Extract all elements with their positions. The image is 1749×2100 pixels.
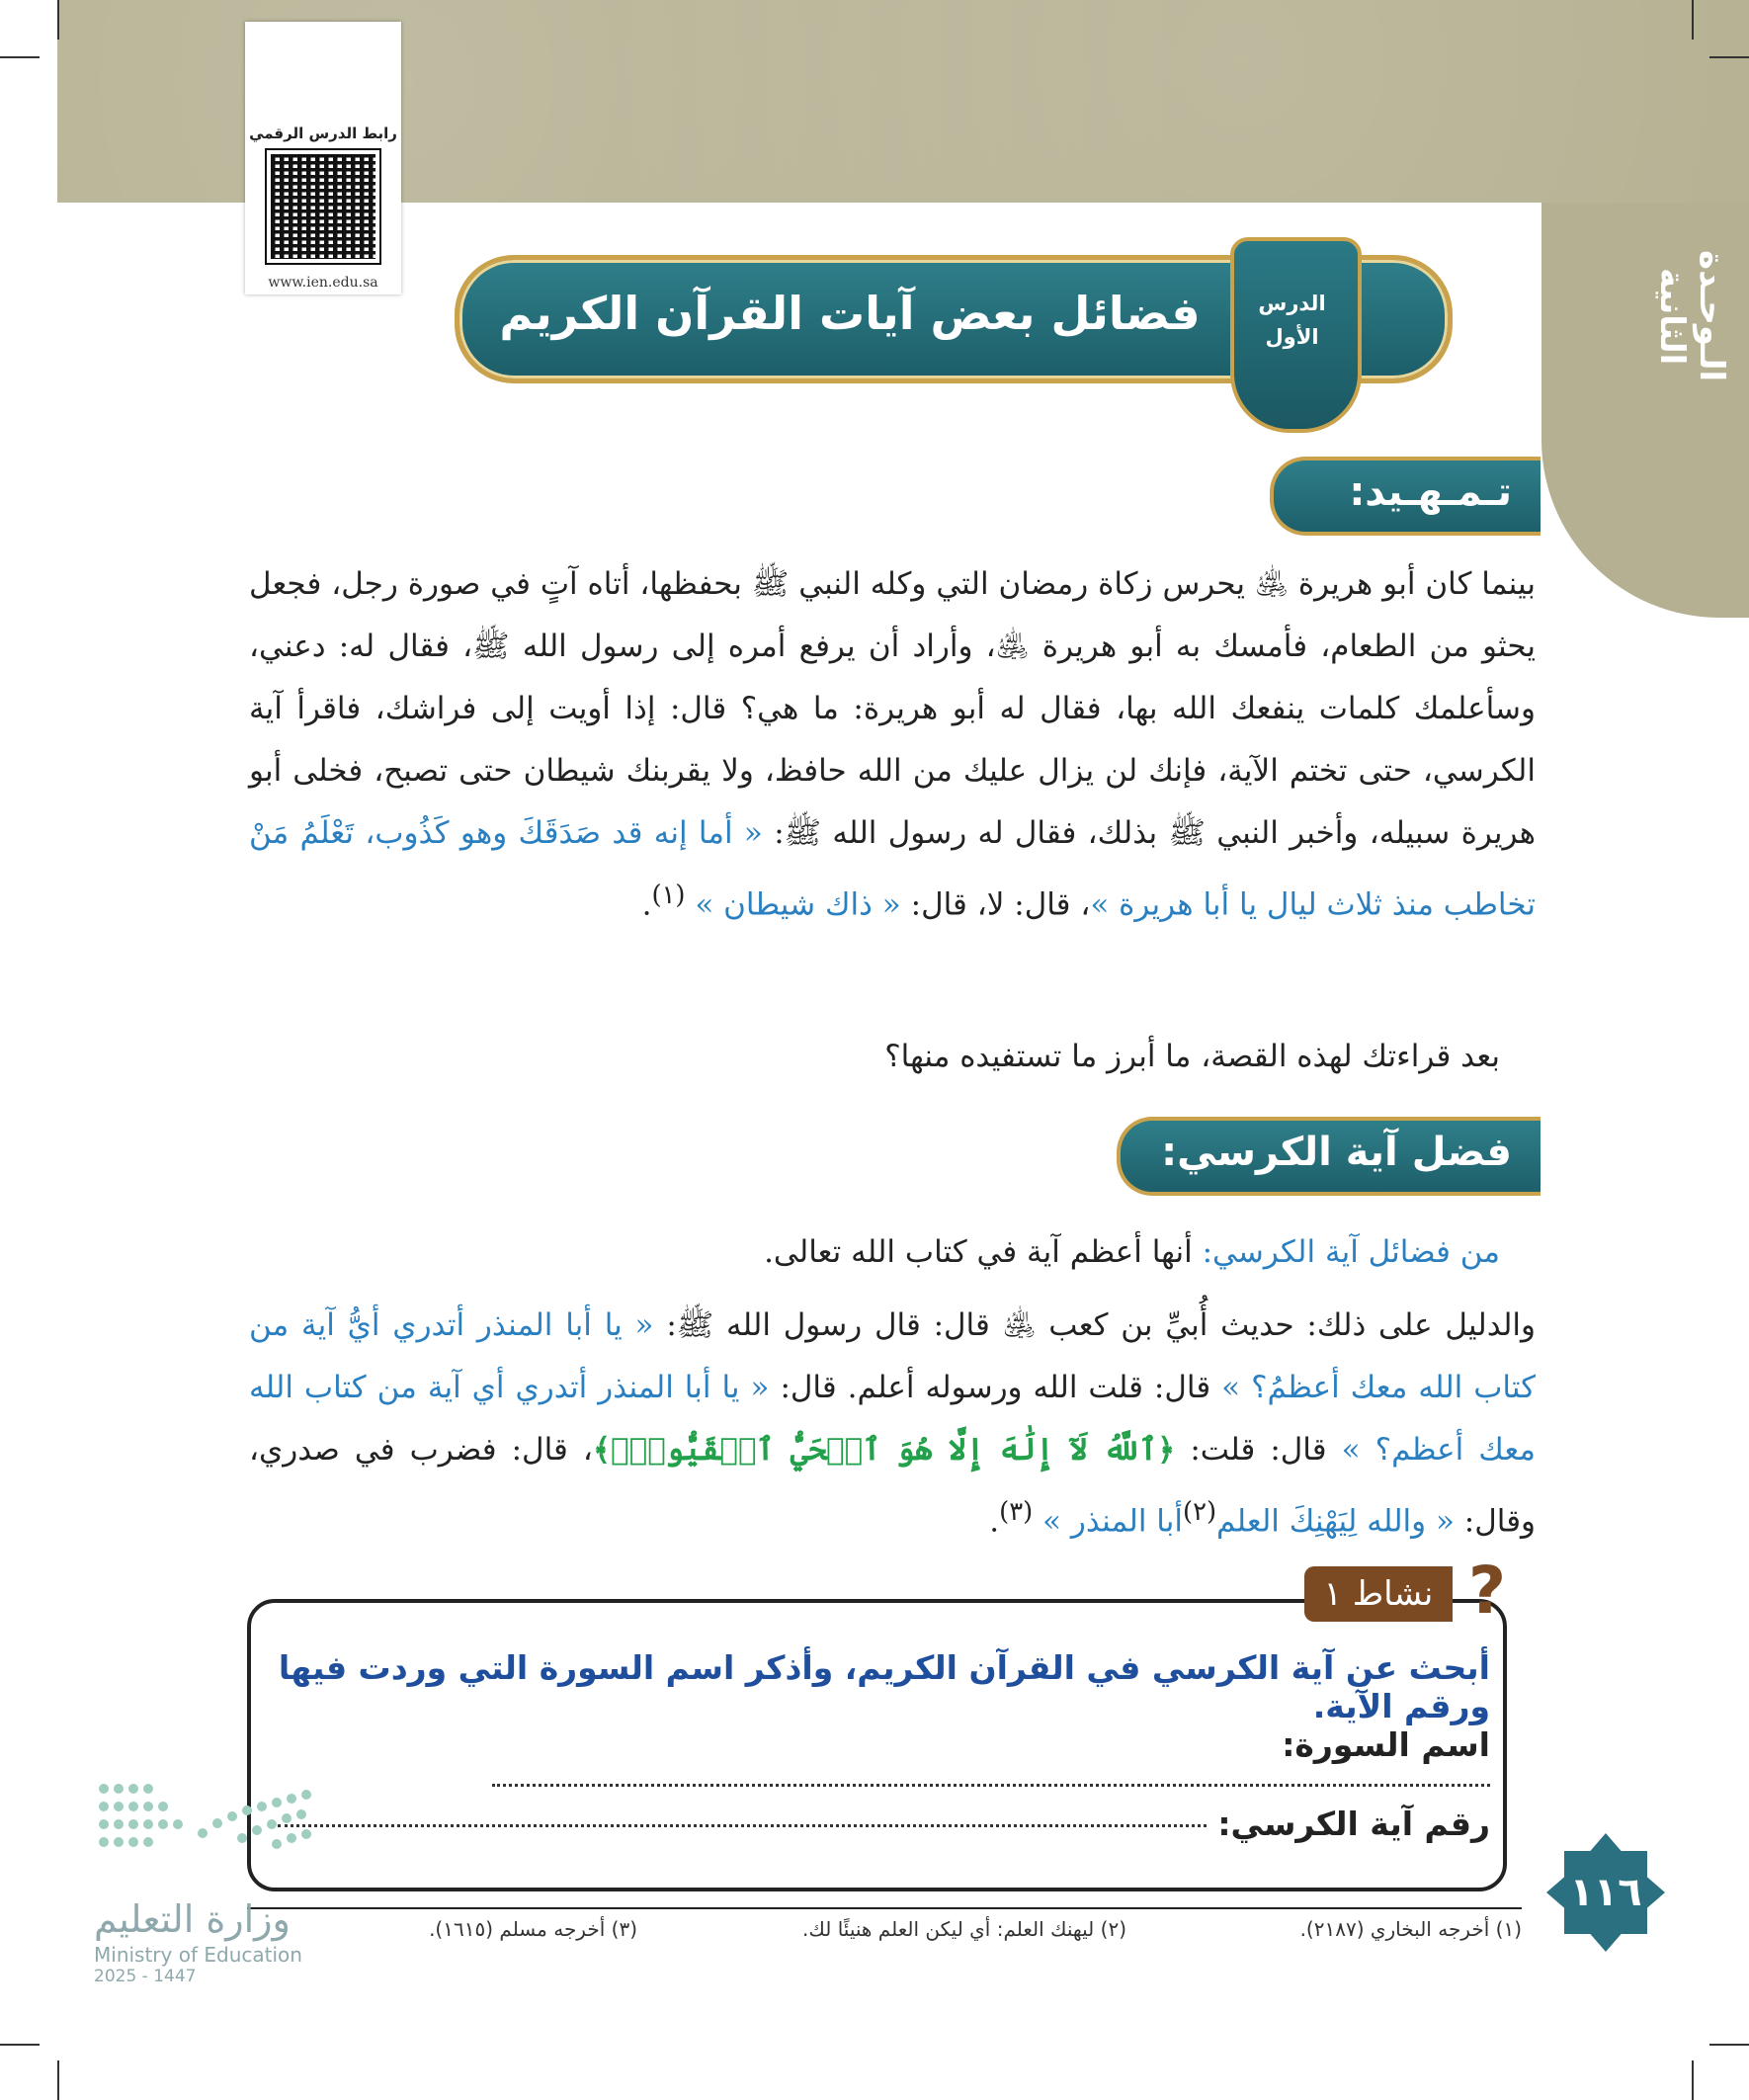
crop-mark xyxy=(57,2060,59,2100)
crop-mark xyxy=(1709,2044,1749,2046)
qr-url[interactable]: www.ien.edu.sa xyxy=(268,275,378,291)
story-quote: « أما إنه قد صَدَقَكَ وهو كَذُوب، تَعْلَمُ مَنْ تخاطب منذ ثلاث ليال يا أبا هريرة » xyxy=(249,815,1536,923)
hadith-text-d: ، قال: فضرب في صدري، وقال: xyxy=(249,1432,1536,1540)
ministry-name-ar: وزارة التعليم xyxy=(94,1897,291,1941)
footnote-1: (١) أخرجه البخاري (٢١٨٧). xyxy=(1299,1917,1522,1941)
activity-instruction: أبحث عن آية الكرسي في القرآن الكريم، وأذكر اسم السورة التي وردت فيها ورقم الآية. xyxy=(278,1648,1490,1725)
lesson-title: فضائل بعض آيات القرآن الكريم xyxy=(499,287,1201,340)
ayah-answer-row[interactable] xyxy=(275,1805,1490,1843)
crop-mark xyxy=(0,2044,40,2046)
hadith-quote-3b: أبا المنذر » xyxy=(1042,1503,1183,1540)
footnote-rule xyxy=(247,1907,1522,1909)
ministry-year: 2025 - 1447 xyxy=(94,1967,197,1986)
page-number: ١١٦ xyxy=(1569,1870,1642,1915)
footnote-ref-3: (٣) xyxy=(999,1497,1034,1527)
ministry-name-en: Ministry of Education xyxy=(94,1943,302,1967)
digital-lesson-qr-box[interactable] xyxy=(245,22,401,294)
surah-answer-field[interactable] xyxy=(492,1784,1490,1787)
hadith-paragraph xyxy=(249,1295,1536,1553)
footnote-3: (٣) أخرجه مسلم (١٦١٥). xyxy=(429,1917,637,1941)
hadith-end: . xyxy=(989,1503,1000,1540)
virtue-lead: من فضائل آية الكرسي: xyxy=(1202,1234,1500,1270)
hadith-text-b: قال: قلت الله ورسوله أعلم. قال: xyxy=(780,1370,1211,1405)
virtue-heading: فضل آية الكرسي: xyxy=(1161,1130,1512,1175)
intro-question: بعد قراءتك لهذه القصة، ما أبرز ما تستفيده منها؟ xyxy=(884,1039,1500,1074)
hadith-quote-1: « يا أبا المنذر أتدري أيُّ آية من كتاب الله معك أعظمُ؟ » xyxy=(249,1307,1536,1405)
footnote-2: (٢) ليهنك العلم: أي ليكن العلم هنيئًا لك. xyxy=(802,1917,1126,1941)
footnote-ref-1: (١) xyxy=(651,881,686,910)
crop-mark xyxy=(1692,2060,1694,2100)
question-mark-icon: ? xyxy=(1467,1553,1507,1629)
story-text-a: بينما كان أبو هريرة ﵁ يحرس زكاة رمضان التي وكله النبي ﷺ بحفظها، أتاه آتٍ في صورة رجل، فجعل يحثو من الطعام، فأمسك به أبو هريرة ﵁، وأراد أن يرفع أمره إلى رسول الله ﷺ، فقال له: دعني، وسأعلمك كلمات ينفعك الله بها، فقال له أبو هريرة: ما هي؟ قال: إذا أويت إلى فراشك، فاقرأ آية الكرسي، حتى تختم الآية، فإنك لن يزال عليك من الله حافظ، ولا يقربنك شيطان حتى تصبح، فخلى أبو هريرة سبيله، وأخبر النبي ﷺ بذلك، فقال له رسول الله ﷺ: xyxy=(249,566,1537,851)
footnote-ref-2: (٢) xyxy=(1182,1497,1217,1527)
ministry-logo-icon xyxy=(94,1779,321,1878)
ayah-label: رقم آية الكرسي: xyxy=(1217,1805,1490,1843)
crop-mark xyxy=(57,0,59,40)
lesson-label-line2: الأول xyxy=(1265,325,1319,349)
intro-heading: تـمـهـيد: xyxy=(1349,469,1512,515)
ayah-answer-field[interactable] xyxy=(278,1824,1207,1827)
hadith-quote-2: « يا أبا المنذر أتدري أي آية من كتاب الله معك أعظم؟ » xyxy=(249,1370,1536,1468)
qr-code-icon[interactable] xyxy=(267,150,379,263)
intro-story-paragraph xyxy=(249,553,1536,936)
lesson-number-label xyxy=(1235,287,1349,354)
activity-tab: نشاط ١ xyxy=(1304,1566,1453,1622)
ayat-al-kursi-verse: ﴿ٱللَّهُ لَآ إِلَٰهَ إِلَّا هُوَ ٱلۡحَيُّ ٱلۡقَيُّومُۚ﴾ xyxy=(592,1432,1176,1468)
hadith-quote-3: « والله لِيَهْنِكَ العلم xyxy=(1216,1503,1455,1540)
qr-title: رابط الدرس الرقمي xyxy=(249,125,397,142)
crop-mark xyxy=(1709,56,1749,58)
story-end: . xyxy=(641,886,652,923)
crop-mark xyxy=(0,56,40,58)
surah-label: اسم السورة: xyxy=(1282,1725,1490,1764)
story-quote-2: « ذاك شيطان » xyxy=(695,886,901,923)
lesson-label-line1: الدرس xyxy=(1258,292,1326,315)
unit-label: الـوحـدة الثانية xyxy=(1652,250,1731,382)
surah-answer-row[interactable] xyxy=(275,1725,1490,1803)
hadith-text-c: قال: قلت: xyxy=(1190,1432,1327,1468)
hadith-text-a: والدليل على ذلك: حديث أُبيِّ بن كعب ﵁ قال: قال رسول الله ﷺ: xyxy=(666,1307,1537,1343)
crop-mark xyxy=(1692,0,1694,40)
virtue-lead-rest: أنها أعظم آية في كتاب الله تعالى. xyxy=(764,1234,1193,1270)
virtue-intro-line xyxy=(249,1221,1536,1284)
story-text-b: ، قال: لا، قال: xyxy=(910,886,1091,923)
